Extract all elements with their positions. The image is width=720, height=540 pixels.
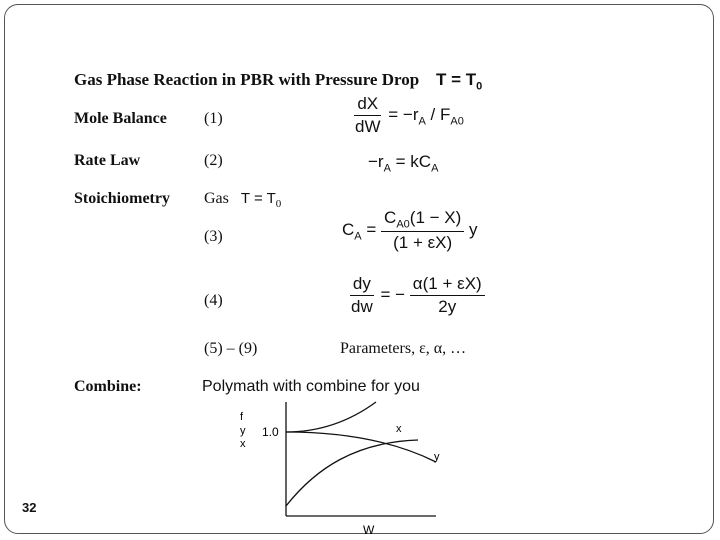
sketch-xlabel: W [363, 523, 375, 536]
rate-law-equation: $-r_A = kC_A$ [368, 152, 439, 175]
eq3-number: (3) [204, 228, 223, 245]
mole-balance-equation: $\frac{dX}{dW}$ = $-r_A / F_{A0}$ [355, 94, 464, 136]
sketch-y-curve [286, 432, 436, 462]
concentration-equation: $C_A$ = $\frac{C_{A0}(1 - X)}{(1 + \varepsilon X)}$ y [342, 208, 478, 253]
eq4-number: (4) [204, 292, 223, 309]
profile-sketch [236, 398, 456, 536]
parameters-text: Parameters, ε, α, … [340, 340, 467, 357]
stoichiometry-label: Stoichiometry [74, 190, 170, 207]
eq1-number: (1) [204, 110, 223, 127]
sketch-y-curve-label: y [434, 451, 440, 463]
sketch-x-curve-label: x [396, 423, 402, 435]
mole-balance-label: Mole Balance [74, 110, 167, 127]
sketch-f-curve [286, 402, 376, 432]
pressure-drop-equation: $\frac{dy}{dw}$ = − $\frac{\alpha(1 + \varepsilon X)}{2y}$ [348, 274, 485, 317]
sketch-x-curve [286, 440, 418, 506]
eq5-9-number: (5) – (9) [204, 340, 258, 357]
slide-title: Gas Phase Reaction in PBR with Pressure Drop [74, 70, 420, 89]
eq2-number: (2) [204, 152, 223, 169]
page-number: 32 [22, 500, 37, 515]
combine-text: Polymath with combine for you [202, 378, 420, 395]
gas-phase-label: Gas $T = T_0$ [204, 190, 282, 211]
rate-law-label: Rate Law [74, 152, 141, 169]
sketch-ylabel-y: y [240, 425, 246, 437]
combine-label: Combine: [74, 378, 142, 395]
sketch-ylabel-x: x [240, 438, 246, 450]
sketch-ylabel-f: f [240, 411, 244, 423]
sketch-one-label: 1.0 [262, 425, 279, 439]
isothermal-condition: $T = T_0$ [436, 70, 483, 93]
